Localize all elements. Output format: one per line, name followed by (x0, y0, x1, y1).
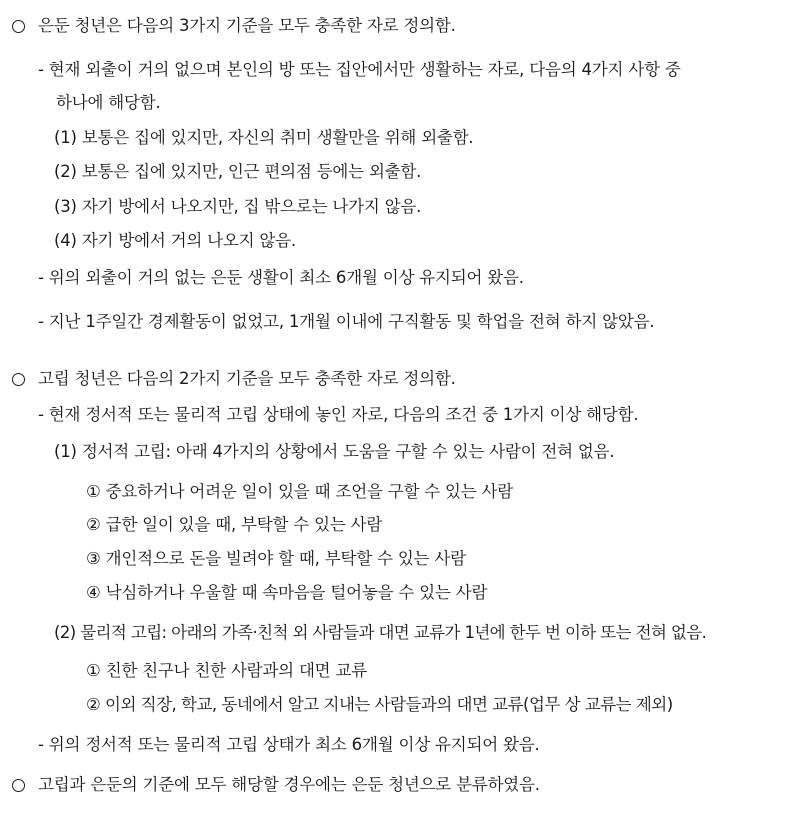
emotional-point-2: ② 급한 일이 있을 때, 부탁할 수 있는 사람 (86, 515, 383, 534)
section-title-classification-rule: 고립과 은둔의 기준에 모두 해당할 경우에는 은둔 청년으로 분류하였음. (38, 775, 540, 794)
emotional-point-1: ① 중요하거나 어려운 일이 있을 때 조언을 구할 수 있는 사람 (86, 482, 514, 501)
hollow-circle-bullet-icon (12, 373, 25, 386)
emotional-point-4: ④ 낙심하거나 우울할 때 속마음을 털어놓을 수 있는 사람 (86, 583, 488, 602)
sub-criterion-1: (1) 보통은 집에 있지만, 자신의 취미 생활만을 위해 외출함. (54, 128, 474, 147)
section-title-isolated-youth: 고립 청년은 다음의 2가지 기준을 모두 충족한 자로 정의함. (38, 369, 456, 388)
physical-isolation: (2) 물리적 고립: 아래의 가족·친척 외 사람들과 대면 교류가 1년에 한두 번 이하 또는 전혀 없음. (54, 623, 707, 642)
sub-criterion-2: (2) 보통은 집에 있지만, 인근 편의점 등에는 외출함. (54, 162, 422, 181)
physical-point-1: ① 친한 친구나 친한 사람과의 대면 교류 (86, 661, 367, 680)
criterion-hermit-2: - 위의 외출이 거의 없는 은둔 생활이 최소 6개월 이상 유지되어 왔음. (38, 268, 524, 287)
physical-point-2: ② 이외 직장, 학교, 동네에서 알고 지내는 사람들과의 대면 교류(업무 상 교류는 제외) (86, 695, 673, 714)
section-title-hermit-youth: 은둔 청년은 다음의 3가지 기준을 모두 충족한 자로 정의함. (38, 16, 456, 35)
criterion-hermit-1-cont: 하나에 해당함. (56, 93, 161, 112)
criterion-isolated-2: - 위의 정서적 또는 물리적 고립 상태가 최소 6개월 이상 유지되어 왔음. (38, 735, 540, 754)
hollow-circle-bullet-icon (12, 779, 25, 792)
emotional-isolation: (1) 정서적 고립: 아래 4가지의 상황에서 도움을 구할 수 있는 사람이 전혀 없음. (54, 442, 615, 461)
sub-criterion-4: (4) 자기 방에서 거의 나오지 않음. (54, 231, 296, 250)
criterion-isolated-1: - 현재 정서적 또는 물리적 고립 상태에 놓인 자로, 다음의 조건 중 1가지 이상 해당함. (38, 405, 639, 424)
criterion-hermit-1: - 현재 외출이 거의 없으며 본인의 방 또는 집안에서만 생활하는 자로, 다음의 4가지 사항 중 (38, 60, 681, 79)
criterion-hermit-3: - 지난 1주일간 경제활동이 없었고, 1개월 이내에 구직활동 및 학업을 전혀 하지 않았음. (38, 312, 655, 331)
emotional-point-3: ③ 개인적으로 돈을 빌려야 할 때, 부탁할 수 있는 사람 (86, 549, 466, 568)
hollow-circle-bullet-icon (12, 20, 25, 33)
sub-criterion-3: (3) 자기 방에서 나오지만, 집 밖으로는 나가지 않음. (54, 197, 422, 216)
